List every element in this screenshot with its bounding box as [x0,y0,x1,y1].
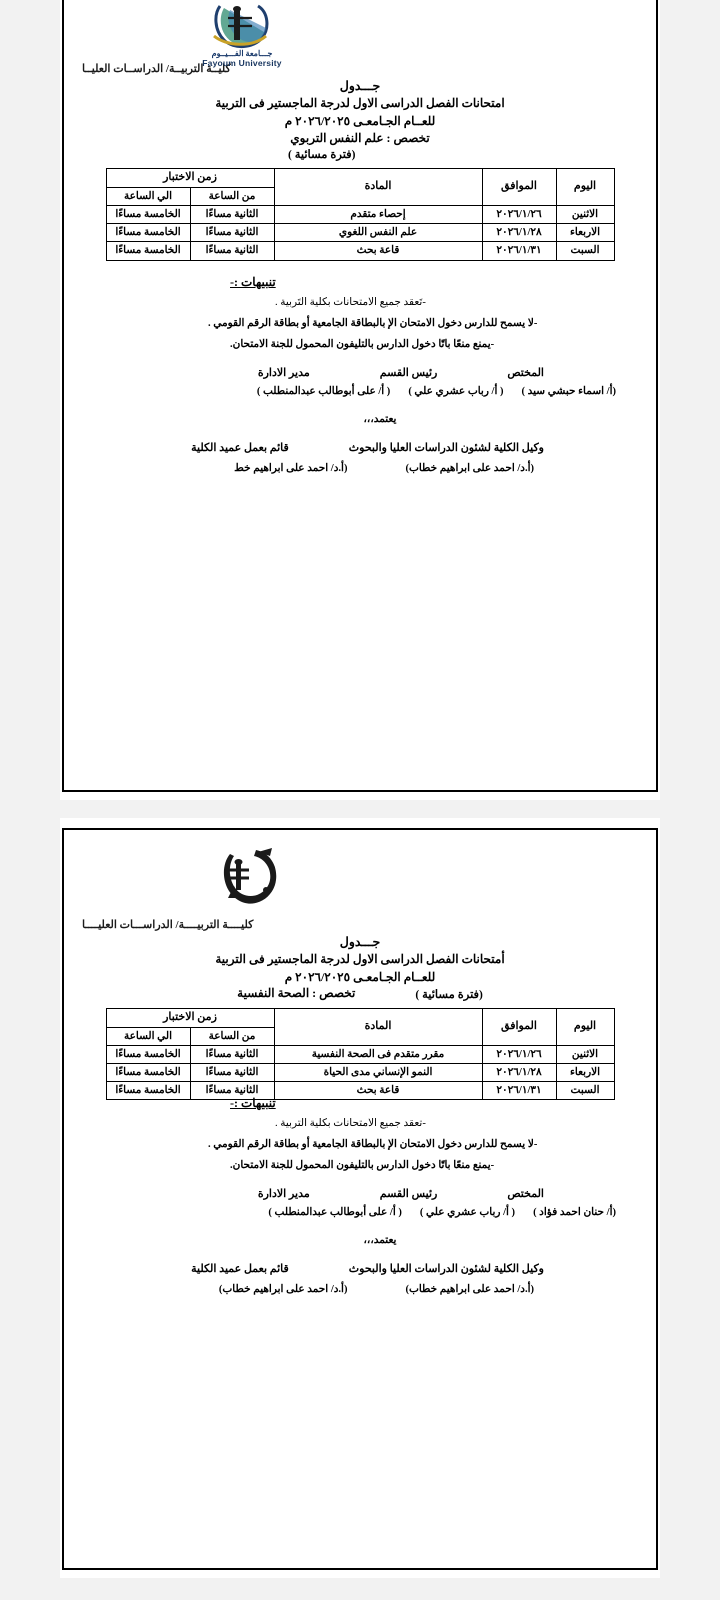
cell-subject: قاعة بحث [274,1082,482,1100]
cell-to: الخامسة مساءًا [106,224,190,242]
name-specialist: (أ/ اسماء حبشي سيد ) [521,385,616,397]
role-admin-manager: مدير الادارة [257,1188,310,1201]
approval-word: يعتمد،،، [363,1235,397,1247]
signature-names-row [80,385,640,397]
university-name-en: Fayoum University [202,58,282,68]
title-block [80,933,640,986]
cell-subject: علم النفس اللغوي [274,224,482,242]
role-department-head: رئيس القسم [379,366,438,379]
role-department-head: رئيس القسم [379,1188,438,1201]
name-specialist: (أ/ حنان احمد فؤاد ) [533,1207,616,1219]
table-row [106,242,614,260]
fayoum-university-logo-icon [200,0,284,52]
cell-from: الثانية مساءًا [190,206,274,224]
cell-from: الثانية مساءًا [190,1063,274,1081]
note-text: يمنع منعًا باتًا دخول الدارس بالتليفون المحمول للجنة الامتحان. [230,338,491,350]
header-day: اليوم [556,169,614,206]
name-vice-dean: (أ.د/ احمد على ابراهيم خطاب) [405,1284,534,1296]
specialization-line: تخصص : الصحة النفسية [237,985,356,1000]
note-dash: - [533,1139,538,1151]
cell-from: الثانية مساءًا [190,242,274,260]
fayoum-university-logo-icon [214,846,284,908]
table-row [106,224,614,242]
signature-roles-row [80,366,640,379]
note-item [80,338,640,350]
signature-names-row [80,1206,640,1218]
note-item [80,1159,640,1171]
cell-from: الثانية مساءًا [190,1045,274,1063]
name-department-head: ( أ/ رباب عشري علي ) [419,1207,516,1219]
name-vice-dean: (أ.د/ احمد على ابراهيم خطاب) [405,462,534,474]
specialization-line: تخصص : علم النفس التربوي [290,130,430,145]
header-date: الموافق [482,1008,556,1045]
cell-to: الخامسة مساءًا [106,1082,190,1100]
cell-date: ٢٠٢٦/١/٢٦ [482,206,556,224]
note-text: تَعقد جميع الامتحانات بكلية التَربية . [275,296,423,308]
note-dash: - [490,338,495,350]
cell-subject: إحصاء متقدم [274,206,482,224]
header-to: الي الساعة [106,188,190,206]
table-row [106,1045,614,1063]
final-roles-row [80,441,640,454]
cell-subject: النمو الإنساني مدى الحياة [274,1063,482,1081]
title-line-3: للعــام الجـامعـى ٢٠٢٦/٢٠٢٥ م [284,113,436,128]
table-header-row-1 [106,1008,614,1027]
final-roles-row [80,1262,640,1275]
notes-title: تنبيهات :- [230,274,276,289]
exam-schedule-table [106,1008,615,1100]
period-label: (فترة مسائية ) [415,988,483,1001]
final-names-row [80,1283,640,1295]
note-text: يمنع منعًا باتًا دخول الدارس بالتليفون المحمول للجنة الامتحان. [230,1160,491,1172]
note-item [80,296,640,308]
table-row [106,1063,614,1081]
header-day: اليوم [556,1008,614,1045]
cell-day: السبت [556,242,614,260]
note-dash: - [422,1118,426,1130]
cell-day: الاربعاء [556,1063,614,1081]
university-name-ar: جـــامعة الفـــيــوم [211,49,273,58]
cell-from: الثانية مساءًا [190,1082,274,1100]
cell-day: الاربعاء [556,224,614,242]
document-page-1 [60,0,660,800]
name-acting-dean: (أ.د/ احمد على ابراهيم خطاب) [218,1284,348,1296]
note-item [80,317,640,329]
cell-date: ٢٠٢٦/١/٣١ [482,1082,556,1100]
note-text: لا يسمح للدارس دخول الامتحان الإ بالبطاقة الجامعية أو بطاقة الرقم القومي . [208,1139,534,1151]
logo-area [80,846,640,912]
table-header-row-1 [106,169,614,188]
name-acting-dean: (أ.د/ احمد على ابراهيم خط [234,462,348,474]
role-specialist: المختص [507,366,544,379]
header-exam-time: زمن الاختبار [106,169,274,188]
cell-to: الخامسة مساءًا [106,242,190,260]
cell-date: ٢٠٢٦/١/٢٨ [482,224,556,242]
title-block [80,77,640,147]
cell-day: الاثنين [556,206,614,224]
cell-from: الثانية مساءًا [190,224,274,242]
role-vice-dean: وكيل الكلية لشئون الدراسات العليا والبحوث [348,1263,544,1276]
role-vice-dean: وكيل الكلية لشئون الدراسات العليا والبحوث [348,441,544,454]
cell-to: الخامسة مساءًا [106,1045,190,1063]
fayoum-university-logo-mono [200,846,284,912]
final-names-row [80,462,640,474]
exam-schedule-table [106,168,615,260]
cell-date: ٢٠٢٦/١/٣١ [482,242,556,260]
header-from: من الساعة [190,188,274,206]
header-to: الي الساعة [106,1027,190,1045]
approval-word: يعتمد،،، [363,413,397,425]
role-specialist: المختص [507,1188,544,1201]
name-department-head: ( أ/ رباب عشري علي ) [408,385,504,397]
specialization-row [80,986,640,1001]
role-acting-dean: قائم بعمل عميد الكلية [191,441,289,454]
title-line-2: أمتحانات الفصل الدراسى الاول لدرجة الماجستير فى التربية [215,952,505,967]
cell-to: الخامسة مساءًا [106,206,190,224]
cell-day: السبت [556,1082,614,1100]
header-date: الموافق [482,169,556,206]
name-admin-manager: ( أ/ على أبوطالب عبدالمنطلب ) [268,1207,402,1219]
faculty-line: كليــة التربيــة/ الدراســات العليــا [82,63,231,75]
notes-title: تنبيهات :- [230,1096,276,1111]
note-text: لا يسمح للدارس دخول الامتحان الإ بالبطاقة الجامعية أو بطاقة الرقم القومي . [208,317,534,329]
table-row [106,206,614,224]
page-title: جـــدول [339,935,381,949]
cell-subject: مقرر متقدم فى الصحة النفسية [274,1045,482,1063]
title-line-3: للعــام الجـامعـى ٢٠٢٦/٢٠٢٥ م [284,969,436,984]
document-page-2 [60,818,660,1578]
page-title: جـــدول [339,79,381,93]
header-exam-time: زمن الاختبار [106,1008,274,1027]
note-text: تعقد جميع الامتحانات بكلية التربية . [275,1118,423,1130]
header-subject: المادة [274,1008,482,1045]
title-line-2: امتحانات الفصل الدراسى الاول لدرجة الماجستير فى التربية [215,96,505,111]
note-item [80,1117,640,1129]
cell-date: ٢٠٢٦/١/٢٦ [482,1045,556,1063]
fayoum-university-logo-color [200,0,284,68]
logo-area [80,0,640,68]
role-acting-dean: قائم بعمل عميد الكلية [191,1263,289,1276]
note-dash: - [422,296,426,308]
cell-to: الخامسة مساءًا [106,1063,190,1081]
note-dash: - [533,317,538,329]
note-dash: - [490,1160,495,1172]
faculty-line: كليــــة التربيــــة/ الدراســـات العليــــا [82,919,254,931]
note-item [80,1138,640,1150]
cell-subject: قاعة بحث [274,242,482,260]
name-admin-manager: ( أ/ على أبوطالب عبدالمنطلب ) [256,385,391,397]
role-admin-manager: مدير الادارة [257,366,310,379]
cell-day: الاثنين [556,1045,614,1063]
cell-date: ٢٠٢٦/١/٢٨ [482,1063,556,1081]
signature-roles-row [80,1187,640,1200]
header-from: من الساعة [190,1027,274,1045]
period-label: (فترة مسائية ) [288,149,356,162]
header-subject: المادة [274,169,482,206]
